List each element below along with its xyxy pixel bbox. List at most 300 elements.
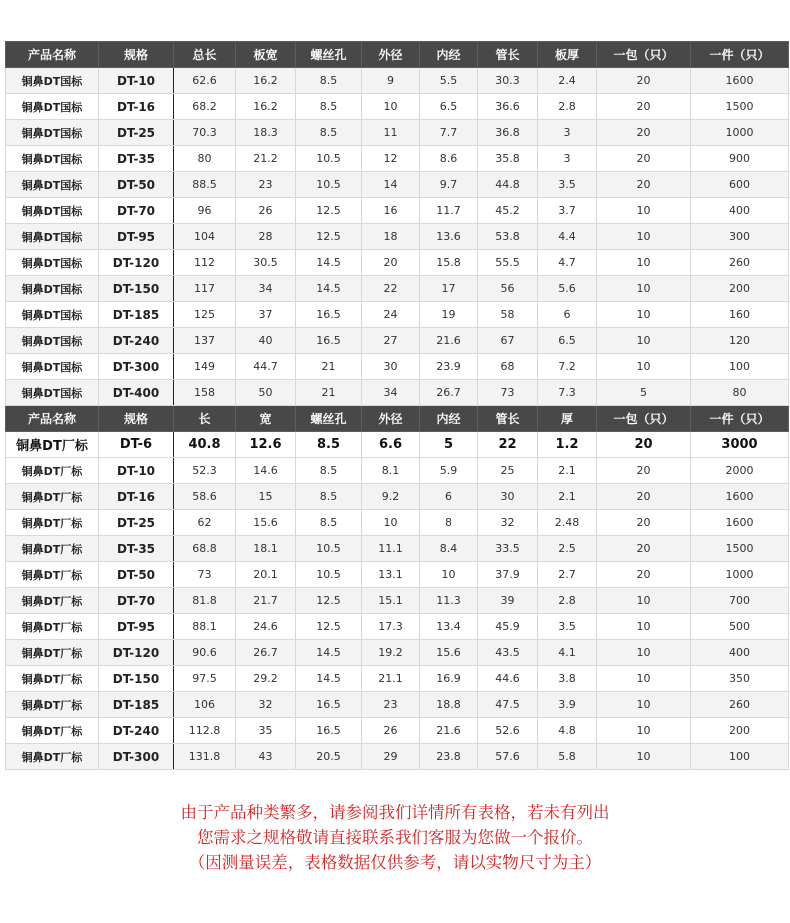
- value-cell: 68.2: [174, 94, 236, 120]
- value-cell: 36.8: [478, 120, 538, 146]
- product-name-cell: 铜鼻DT国标: [6, 120, 99, 146]
- value-cell: 70.3: [174, 120, 236, 146]
- value-cell: 1.2: [538, 432, 597, 458]
- value-cell: 20: [597, 432, 691, 458]
- value-cell: 3.5: [538, 614, 597, 640]
- value-cell: 10: [597, 302, 691, 328]
- value-cell: 34: [236, 276, 296, 302]
- column-header: 板宽: [236, 42, 296, 68]
- value-cell: 14.6: [236, 458, 296, 484]
- value-cell: 2.5: [538, 536, 597, 562]
- model-cell: DT-185: [99, 692, 174, 718]
- product-name-cell: 铜鼻DT厂标: [6, 666, 99, 692]
- model-cell: DT-16: [99, 94, 174, 120]
- value-cell: 30: [478, 484, 538, 510]
- value-cell: 26.7: [236, 640, 296, 666]
- value-cell: 20: [597, 484, 691, 510]
- value-cell: 17: [420, 276, 478, 302]
- value-cell: 8.4: [420, 536, 478, 562]
- value-cell: 112: [174, 250, 236, 276]
- value-cell: 3: [538, 146, 597, 172]
- value-cell: 9.7: [420, 172, 478, 198]
- value-cell: 20: [597, 536, 691, 562]
- value-cell: 6: [538, 302, 597, 328]
- value-cell: 6: [420, 484, 478, 510]
- value-cell: 43.5: [478, 640, 538, 666]
- table-row: [6, 484, 789, 510]
- model-cell: DT-120: [99, 250, 174, 276]
- column-header: 长: [174, 406, 236, 432]
- value-cell: 10: [597, 640, 691, 666]
- column-header: 外径: [362, 406, 420, 432]
- model-cell: DT-35: [99, 536, 174, 562]
- value-cell: 15.6: [236, 510, 296, 536]
- value-cell: 3.7: [538, 198, 597, 224]
- value-cell: 11.1: [362, 536, 420, 562]
- value-cell: 16.9: [420, 666, 478, 692]
- value-cell: 16.2: [236, 68, 296, 94]
- value-cell: 2.1: [538, 458, 597, 484]
- table-row: [6, 380, 789, 406]
- product-name-cell: 铜鼻DT国标: [6, 172, 99, 198]
- model-cell: DT-50: [99, 172, 174, 198]
- value-cell: 3.5: [538, 172, 597, 198]
- model-cell: DT-25: [99, 120, 174, 146]
- value-cell: 14.5: [296, 250, 362, 276]
- value-cell: 22: [478, 432, 538, 458]
- header-row-national-standard: [6, 42, 789, 68]
- value-cell: 158: [174, 380, 236, 406]
- table-row: [6, 458, 789, 484]
- value-cell: 2.7: [538, 562, 597, 588]
- value-cell: 45.2: [478, 198, 538, 224]
- value-cell: 2.48: [538, 510, 597, 536]
- value-cell: 4.8: [538, 718, 597, 744]
- product-name-cell: 铜鼻DT国标: [6, 94, 99, 120]
- value-cell: 4.1: [538, 640, 597, 666]
- value-cell: 10.5: [296, 146, 362, 172]
- column-header: 一包（只）: [597, 42, 691, 68]
- value-cell: 15: [236, 484, 296, 510]
- value-cell: 16: [362, 198, 420, 224]
- value-cell: 13.4: [420, 614, 478, 640]
- product-name-cell: 铜鼻DT国标: [6, 68, 99, 94]
- value-cell: 52.6: [478, 718, 538, 744]
- value-cell: 16.5: [296, 302, 362, 328]
- product-name-cell: 铜鼻DT国标: [6, 198, 99, 224]
- value-cell: 1600: [691, 68, 789, 94]
- value-cell: 10.5: [296, 536, 362, 562]
- value-cell: 16.5: [296, 328, 362, 354]
- value-cell: 37.9: [478, 562, 538, 588]
- value-cell: 149: [174, 354, 236, 380]
- table-row: [6, 562, 789, 588]
- value-cell: 9: [362, 68, 420, 94]
- column-header: 一包（只）: [597, 406, 691, 432]
- value-cell: 7.7: [420, 120, 478, 146]
- notice-line-2: 您需求之规格敬请直接联系我们客服为您做一个报价。: [197, 828, 593, 847]
- value-cell: 30.3: [478, 68, 538, 94]
- table-row: [6, 224, 789, 250]
- model-cell: DT-10: [99, 458, 174, 484]
- value-cell: 10: [597, 666, 691, 692]
- value-cell: 8.5: [296, 510, 362, 536]
- product-name-cell: 铜鼻DT厂标: [6, 432, 99, 458]
- value-cell: 13.1: [362, 562, 420, 588]
- model-cell: DT-300: [99, 744, 174, 770]
- value-cell: 137: [174, 328, 236, 354]
- value-cell: 10: [597, 198, 691, 224]
- value-cell: 15.6: [420, 640, 478, 666]
- value-cell: 10: [597, 224, 691, 250]
- value-cell: 23.8: [420, 744, 478, 770]
- value-cell: 19: [420, 302, 478, 328]
- value-cell: 53.8: [478, 224, 538, 250]
- value-cell: 88.5: [174, 172, 236, 198]
- value-cell: 12.5: [296, 224, 362, 250]
- value-cell: 18.1: [236, 536, 296, 562]
- value-cell: 350: [691, 666, 789, 692]
- value-cell: 23: [362, 692, 420, 718]
- value-cell: 2000: [691, 458, 789, 484]
- value-cell: 11.7: [420, 198, 478, 224]
- model-cell: DT-70: [99, 198, 174, 224]
- value-cell: 7.3: [538, 380, 597, 406]
- value-cell: 10.5: [296, 562, 362, 588]
- value-cell: 21.6: [420, 718, 478, 744]
- value-cell: 20: [362, 250, 420, 276]
- column-header: 一件（只）: [691, 42, 789, 68]
- value-cell: 8.5: [296, 120, 362, 146]
- product-name-cell: 铜鼻DT厂标: [6, 588, 99, 614]
- notice-line-3: （因测量误差，表格数据仅供参考，请以实物尺寸为主）: [188, 853, 602, 872]
- value-cell: 5.6: [538, 276, 597, 302]
- value-cell: 160: [691, 302, 789, 328]
- value-cell: 13.6: [420, 224, 478, 250]
- model-cell: DT-50: [99, 562, 174, 588]
- model-cell: DT-150: [99, 666, 174, 692]
- table-row: [6, 640, 789, 666]
- value-cell: 1500: [691, 536, 789, 562]
- value-cell: 25: [478, 458, 538, 484]
- value-cell: 5: [420, 432, 478, 458]
- value-cell: 16.2: [236, 94, 296, 120]
- spec-table-body: [6, 42, 789, 770]
- value-cell: 260: [691, 250, 789, 276]
- value-cell: 55.5: [478, 250, 538, 276]
- value-cell: 900: [691, 146, 789, 172]
- value-cell: 4.7: [538, 250, 597, 276]
- table-row: [6, 588, 789, 614]
- value-cell: 300: [691, 224, 789, 250]
- value-cell: 1000: [691, 562, 789, 588]
- column-header: 螺丝孔: [296, 406, 362, 432]
- value-cell: 10: [597, 744, 691, 770]
- value-cell: 29.2: [236, 666, 296, 692]
- product-name-cell: 铜鼻DT国标: [6, 302, 99, 328]
- value-cell: 17.3: [362, 614, 420, 640]
- spec-table: [5, 41, 789, 770]
- value-cell: 26: [236, 198, 296, 224]
- value-cell: 260: [691, 692, 789, 718]
- model-cell: DT-185: [99, 302, 174, 328]
- value-cell: 8: [420, 510, 478, 536]
- value-cell: 10.5: [296, 172, 362, 198]
- value-cell: 43: [236, 744, 296, 770]
- value-cell: 37: [236, 302, 296, 328]
- value-cell: 44.7: [236, 354, 296, 380]
- value-cell: 11.3: [420, 588, 478, 614]
- table-row: [6, 432, 789, 458]
- value-cell: 62.6: [174, 68, 236, 94]
- value-cell: 32: [478, 510, 538, 536]
- value-cell: 21.1: [362, 666, 420, 692]
- product-name-cell: 铜鼻DT国标: [6, 380, 99, 406]
- value-cell: 11: [362, 120, 420, 146]
- value-cell: 21.7: [236, 588, 296, 614]
- value-cell: 20: [597, 172, 691, 198]
- value-cell: 20.5: [296, 744, 362, 770]
- value-cell: 2.8: [538, 94, 597, 120]
- value-cell: 1500: [691, 94, 789, 120]
- product-name-cell: 铜鼻DT国标: [6, 250, 99, 276]
- column-header: 内经: [420, 406, 478, 432]
- table-row: [6, 146, 789, 172]
- value-cell: 4.4: [538, 224, 597, 250]
- value-cell: 35.8: [478, 146, 538, 172]
- value-cell: 28: [236, 224, 296, 250]
- value-cell: 600: [691, 172, 789, 198]
- value-cell: 29: [362, 744, 420, 770]
- value-cell: 18.3: [236, 120, 296, 146]
- value-cell: 56: [478, 276, 538, 302]
- value-cell: 68: [478, 354, 538, 380]
- value-cell: 97.5: [174, 666, 236, 692]
- model-cell: DT-6: [99, 432, 174, 458]
- model-cell: DT-25: [99, 510, 174, 536]
- value-cell: 3.9: [538, 692, 597, 718]
- value-cell: 120: [691, 328, 789, 354]
- value-cell: 5: [597, 380, 691, 406]
- value-cell: 100: [691, 744, 789, 770]
- table-row: [6, 692, 789, 718]
- table-row: [6, 744, 789, 770]
- value-cell: 10: [597, 250, 691, 276]
- value-cell: 6.5: [538, 328, 597, 354]
- model-cell: DT-70: [99, 588, 174, 614]
- value-cell: 67: [478, 328, 538, 354]
- column-header: 内经: [420, 42, 478, 68]
- value-cell: 500: [691, 614, 789, 640]
- value-cell: 200: [691, 276, 789, 302]
- value-cell: 90.6: [174, 640, 236, 666]
- value-cell: 5.5: [420, 68, 478, 94]
- value-cell: 20: [597, 120, 691, 146]
- value-cell: 14.5: [296, 276, 362, 302]
- column-header: 规格: [99, 42, 174, 68]
- value-cell: 80: [691, 380, 789, 406]
- model-cell: DT-400: [99, 380, 174, 406]
- table-row: [6, 718, 789, 744]
- product-name-cell: 铜鼻DT厂标: [6, 640, 99, 666]
- product-name-cell: 铜鼻DT国标: [6, 276, 99, 302]
- value-cell: 21.2: [236, 146, 296, 172]
- value-cell: 10: [597, 614, 691, 640]
- value-cell: 24: [362, 302, 420, 328]
- value-cell: 6.5: [420, 94, 478, 120]
- value-cell: 88.1: [174, 614, 236, 640]
- value-cell: 100: [691, 354, 789, 380]
- value-cell: 80: [174, 146, 236, 172]
- value-cell: 117: [174, 276, 236, 302]
- table-row: [6, 94, 789, 120]
- table-row: [6, 510, 789, 536]
- value-cell: 26.7: [420, 380, 478, 406]
- value-cell: 44.6: [478, 666, 538, 692]
- value-cell: 36.6: [478, 94, 538, 120]
- value-cell: 15.8: [420, 250, 478, 276]
- value-cell: 62: [174, 510, 236, 536]
- value-cell: 12.5: [296, 588, 362, 614]
- value-cell: 47.5: [478, 692, 538, 718]
- value-cell: 10: [597, 276, 691, 302]
- value-cell: 34: [362, 380, 420, 406]
- column-header: 总长: [174, 42, 236, 68]
- model-cell: DT-10: [99, 68, 174, 94]
- value-cell: 8.5: [296, 68, 362, 94]
- value-cell: 10: [362, 510, 420, 536]
- value-cell: 14.5: [296, 666, 362, 692]
- value-cell: 8.6: [420, 146, 478, 172]
- product-name-cell: 铜鼻DT厂标: [6, 744, 99, 770]
- value-cell: 32: [236, 692, 296, 718]
- column-header: 管长: [478, 42, 538, 68]
- value-cell: 400: [691, 198, 789, 224]
- value-cell: 3: [538, 120, 597, 146]
- product-name-cell: 铜鼻DT厂标: [6, 484, 99, 510]
- value-cell: 52.3: [174, 458, 236, 484]
- value-cell: 50: [236, 380, 296, 406]
- table-row: [6, 328, 789, 354]
- value-cell: 58.6: [174, 484, 236, 510]
- product-name-cell: 铜鼻DT厂标: [6, 458, 99, 484]
- table-row: [6, 68, 789, 94]
- value-cell: 12.6: [236, 432, 296, 458]
- value-cell: 27: [362, 328, 420, 354]
- column-header: 产品名称: [6, 42, 99, 68]
- column-header: 厚: [538, 406, 597, 432]
- column-header: 外径: [362, 42, 420, 68]
- value-cell: 21: [296, 380, 362, 406]
- model-cell: DT-240: [99, 718, 174, 744]
- value-cell: 10: [362, 94, 420, 120]
- product-name-cell: 铜鼻DT厂标: [6, 692, 99, 718]
- product-name-cell: 铜鼻DT厂标: [6, 562, 99, 588]
- value-cell: 14.5: [296, 640, 362, 666]
- value-cell: 23: [236, 172, 296, 198]
- value-cell: 45.9: [478, 614, 538, 640]
- value-cell: 1600: [691, 510, 789, 536]
- product-name-cell: 铜鼻DT厂标: [6, 536, 99, 562]
- table-row: [6, 302, 789, 328]
- table-row: [6, 120, 789, 146]
- value-cell: 125: [174, 302, 236, 328]
- value-cell: 30.5: [236, 250, 296, 276]
- value-cell: 106: [174, 692, 236, 718]
- value-cell: 8.5: [296, 432, 362, 458]
- product-name-cell: 铜鼻DT国标: [6, 328, 99, 354]
- product-name-cell: 铜鼻DT国标: [6, 354, 99, 380]
- product-name-cell: 铜鼻DT厂标: [6, 614, 99, 640]
- value-cell: 10: [597, 718, 691, 744]
- value-cell: 20: [597, 510, 691, 536]
- column-header: 螺丝孔: [296, 42, 362, 68]
- value-cell: 24.6: [236, 614, 296, 640]
- value-cell: 12.5: [296, 198, 362, 224]
- spec-table-container: [5, 41, 788, 770]
- value-cell: 96: [174, 198, 236, 224]
- column-header: 管长: [478, 406, 538, 432]
- value-cell: 26: [362, 718, 420, 744]
- value-cell: 7.2: [538, 354, 597, 380]
- value-cell: 16.5: [296, 718, 362, 744]
- value-cell: 73: [174, 562, 236, 588]
- value-cell: 3000: [691, 432, 789, 458]
- model-cell: DT-16: [99, 484, 174, 510]
- value-cell: 23.9: [420, 354, 478, 380]
- product-name-cell: 铜鼻DT厂标: [6, 510, 99, 536]
- value-cell: 700: [691, 588, 789, 614]
- value-cell: 58: [478, 302, 538, 328]
- value-cell: 10: [597, 692, 691, 718]
- value-cell: 22: [362, 276, 420, 302]
- table-row: [6, 198, 789, 224]
- model-cell: DT-240: [99, 328, 174, 354]
- value-cell: 8.5: [296, 458, 362, 484]
- value-cell: 1600: [691, 484, 789, 510]
- value-cell: 20: [597, 94, 691, 120]
- value-cell: 15.1: [362, 588, 420, 614]
- value-cell: 2.8: [538, 588, 597, 614]
- value-cell: 20: [597, 68, 691, 94]
- value-cell: 10: [420, 562, 478, 588]
- column-header: 板厚: [538, 42, 597, 68]
- value-cell: 112.8: [174, 718, 236, 744]
- value-cell: 20: [597, 146, 691, 172]
- value-cell: 40.8: [174, 432, 236, 458]
- value-cell: 21.6: [420, 328, 478, 354]
- table-row: [6, 536, 789, 562]
- value-cell: 10: [597, 328, 691, 354]
- value-cell: 40: [236, 328, 296, 354]
- product-name-cell: 铜鼻DT厂标: [6, 718, 99, 744]
- value-cell: 104: [174, 224, 236, 250]
- value-cell: 39: [478, 588, 538, 614]
- value-cell: 81.8: [174, 588, 236, 614]
- value-cell: 18: [362, 224, 420, 250]
- value-cell: 20: [597, 458, 691, 484]
- value-cell: 20: [597, 562, 691, 588]
- column-header: 一件（只）: [691, 406, 789, 432]
- value-cell: 20.1: [236, 562, 296, 588]
- table-row: [6, 276, 789, 302]
- notice-text-block: [0, 800, 790, 875]
- value-cell: 8.5: [296, 94, 362, 120]
- value-cell: 131.8: [174, 744, 236, 770]
- value-cell: 1000: [691, 120, 789, 146]
- table-row: [6, 666, 789, 692]
- table-row: [6, 172, 789, 198]
